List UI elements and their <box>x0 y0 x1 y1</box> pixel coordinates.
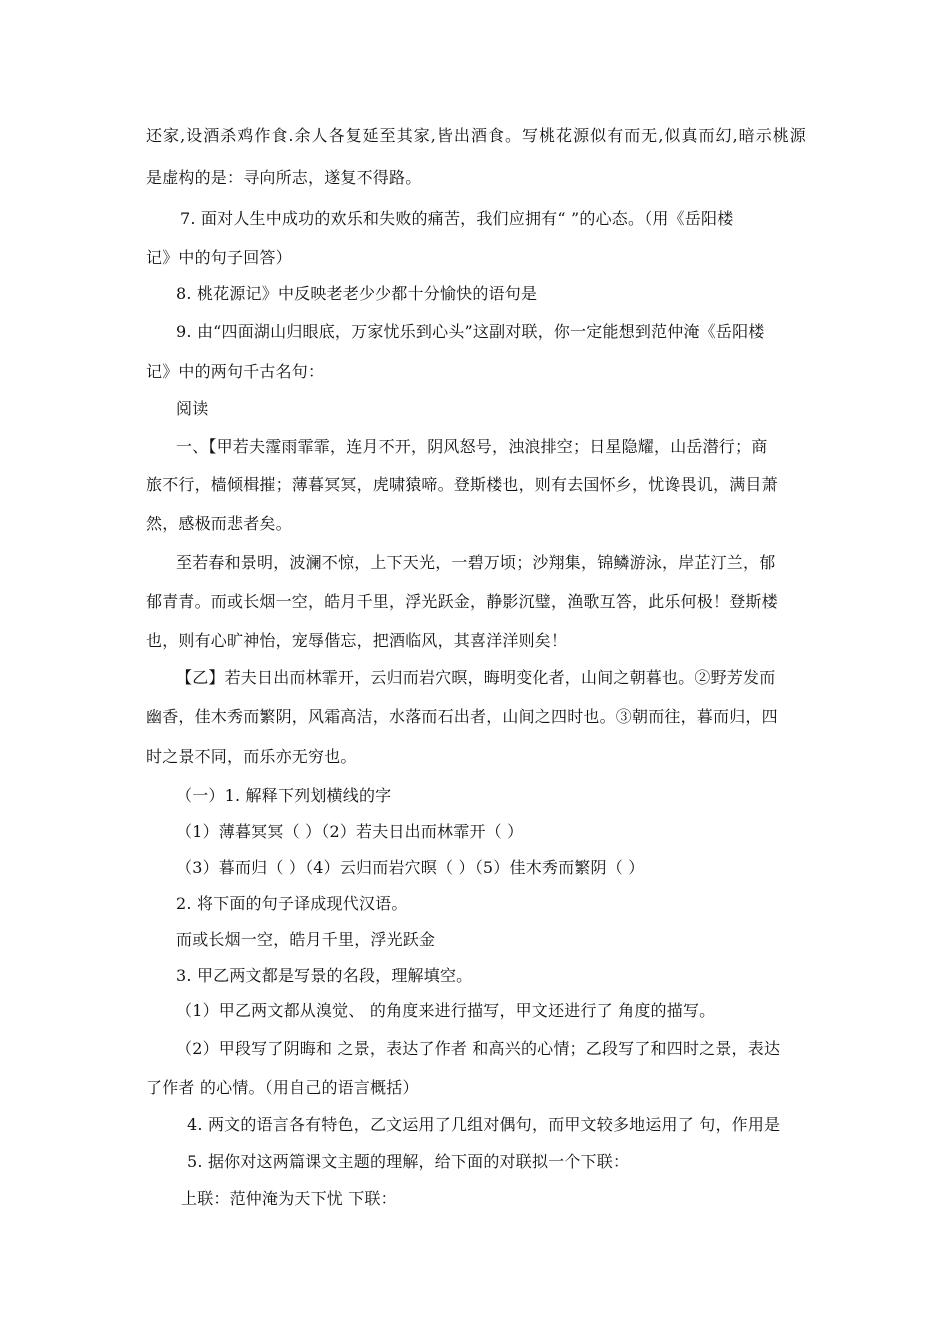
question-2: 2. 将下面的句子译成现代汉语。 <box>176 894 408 913</box>
text-line: 记》中的句子回答） <box>146 248 292 267</box>
text-line: 了作者 的心情。（用自己的语言概括） <box>146 1078 419 1097</box>
passage-yi-line: 幽香，佳木秀而繁阴，风霜高洁，水落而石出者，山间之四时也。③朝而往，暮而归，四 <box>146 707 778 726</box>
question-1-items: （3）暮而归（ ）（4）云归而岩穴暝（ ）（5）佳木秀而繁阴（ ） <box>176 858 645 877</box>
question-3-part-1: （1）甲乙两文都从溴觉、 的角度来进行描写，甲文还进行了 角度的描写。 <box>176 1001 716 1020</box>
text-line: 记》中的两句千古名句： <box>146 362 325 381</box>
passage-jia-line: 然，感极而悲者矣。 <box>146 514 292 533</box>
question-7: 7. 面对人生中成功的欢乐和失败的痛苦，我们应拥有“ ”的心态。（用《岳阳楼 <box>180 209 734 228</box>
question-2-sentence: 而或长烟一空，皓月千里，浮光跃金 <box>176 930 436 949</box>
passage-jia-line: 至若春和景明，波澜不惊，上下天光，一碧万顷；沙翔集，锦鳞游泳，岸芷汀兰，郁 <box>176 553 776 572</box>
question-3: 3. 甲乙两文都是写景的名段，理解填空。 <box>176 966 473 985</box>
text-line: 还家,设酒杀鸡作食.余人各复延至其家,皆出酒食。写桃花源似有而无,似真而幻,暗示桃源 <box>146 126 806 145</box>
question-1-items: （1）薄暮冥冥（ ）（2）若夫日出而林霏开（ ） <box>176 822 524 841</box>
passage-jia-line: 郁青青。而或长烟一空，皓月千里，浮光跃金，静影沉璧，渔歌互答，此乐何极！登斯楼 <box>146 592 778 611</box>
section-heading-reading: 阅读 <box>176 399 209 418</box>
passage-yi-line: 【乙】若夫日出而林霏开，云归而岩穴暝，晦明变化者，山间之朝暮也。②野芳发而 <box>176 668 776 687</box>
question-3-part-2: （2）甲段写了阴晦和 之景，表达了作者 和高兴的心情；乙段写了和四时之景，表达 <box>176 1039 781 1058</box>
question-4: 4. 两文的语言各有特色，乙文运用了几组对偶句，而甲文较多地运用了 句，作用是 <box>187 1115 781 1134</box>
passage-jia-line: 一、【甲若夫霪雨霏霏，连月不开，阴风怒号，浊浪排空；日星隐耀，山岳潜行；商 <box>176 437 768 456</box>
passage-yi-line: 时之景不同，而乐亦无穷也。 <box>146 747 357 766</box>
question-8: 8. 桃花源记》中反映老老少少都十分愉快的语句是 <box>176 284 538 303</box>
couplet-line: 上联：范仲淹为天下忧 下联： <box>181 1189 397 1208</box>
question-5: 5. 据你对这两篇课文主题的理解，给下面的对联拟一个下联： <box>187 1152 630 1171</box>
passage-jia-line: 旅不行，樯倾楫摧；薄暮冥冥，虎啸猿啼。登斯楼也，则有去国怀乡，忧谗畏讥，满目萧 <box>146 475 778 494</box>
passage-jia-line: 也，则有心旷神怡，宠辱偕忘，把酒临风，其喜洋洋则矣！ <box>146 631 568 650</box>
question-1-heading: （一）1. 解释下列划横线的字 <box>176 786 392 805</box>
question-9: 9. 由“四面湖山归眼底，万家忧乐到心头”这副对联，你一定能想到范仲淹《岳阳楼 <box>176 322 765 341</box>
text-line: 是虚构的是：寻向所志，遂复不得路。 <box>146 168 422 187</box>
